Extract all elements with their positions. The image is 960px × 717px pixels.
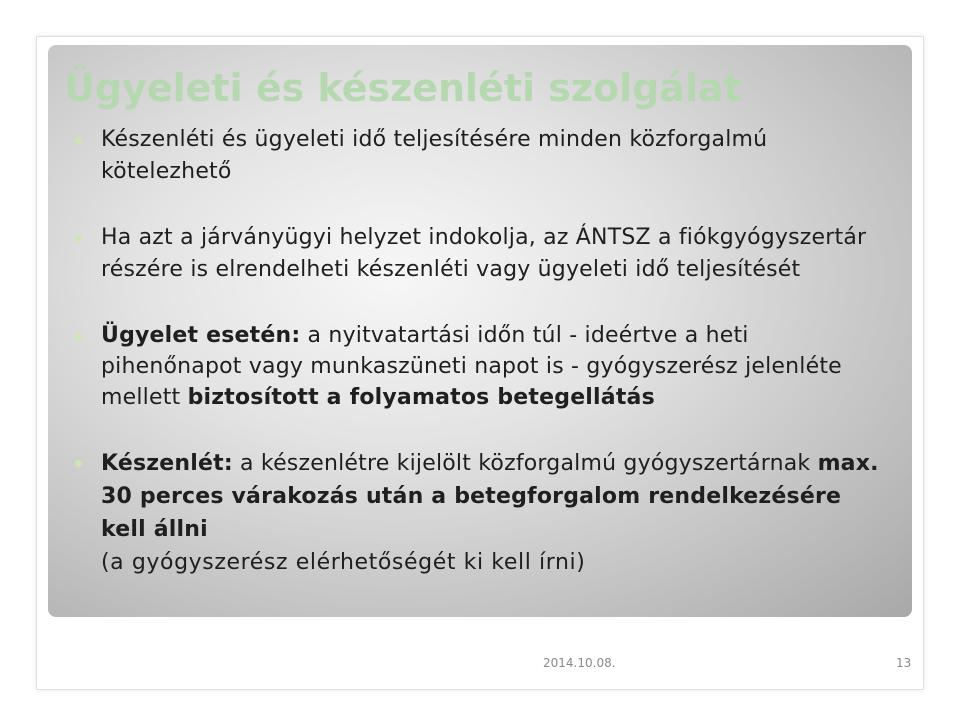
bullet-emphasis: biztosított a folyamatos betegellátás xyxy=(187,385,655,410)
bullet-text: Készenléti és ügyeleti idő teljesítésére minden közforgalmú kötelezhető xyxy=(101,127,768,184)
bullet-label: Készenlét: xyxy=(101,451,233,476)
bullet-emphasis: max. 30 perces várakozás után a betegforgalom rendelkezésére kell állni xyxy=(101,451,879,542)
bullet-dot-icon xyxy=(75,137,82,144)
bullet-item-1 xyxy=(70,124,885,188)
bullet-label: Ügyelet esetén: xyxy=(101,323,301,348)
footer-date: 2014.10.08. xyxy=(543,656,616,670)
slide-title: Ügyeleti és készenléti szolgálat xyxy=(64,66,742,110)
bullet-text: a készenlétre kijelölt közforgalmú gyógyszertárnak xyxy=(232,451,818,476)
page-number: 13 xyxy=(896,656,912,670)
bullet-item-4 xyxy=(70,447,885,579)
bullet-item-3 xyxy=(70,320,885,413)
bullet-dot-icon xyxy=(75,333,82,340)
bullet-note: (a gyógyszerész elérhetőségét ki kell írni) xyxy=(101,550,586,575)
bullet-text: Ha azt a járványügyi helyzet indokolja, az ÁNTSZ a fiókgyógyszertár részére is elrendelheti készenléti vagy ügyeleti idő teljesítését xyxy=(101,225,867,282)
bullet-dot-icon xyxy=(75,235,82,242)
bullet-item-2 xyxy=(70,222,885,286)
bullet-text: a nyitvatartási időn túl - ideértve a heti pihenőnapot vagy munkaszüneti napot is - gyógyszerész jelenléte mellett xyxy=(101,323,842,410)
bullet-dot-icon xyxy=(75,460,82,467)
bullet-list xyxy=(70,124,885,579)
